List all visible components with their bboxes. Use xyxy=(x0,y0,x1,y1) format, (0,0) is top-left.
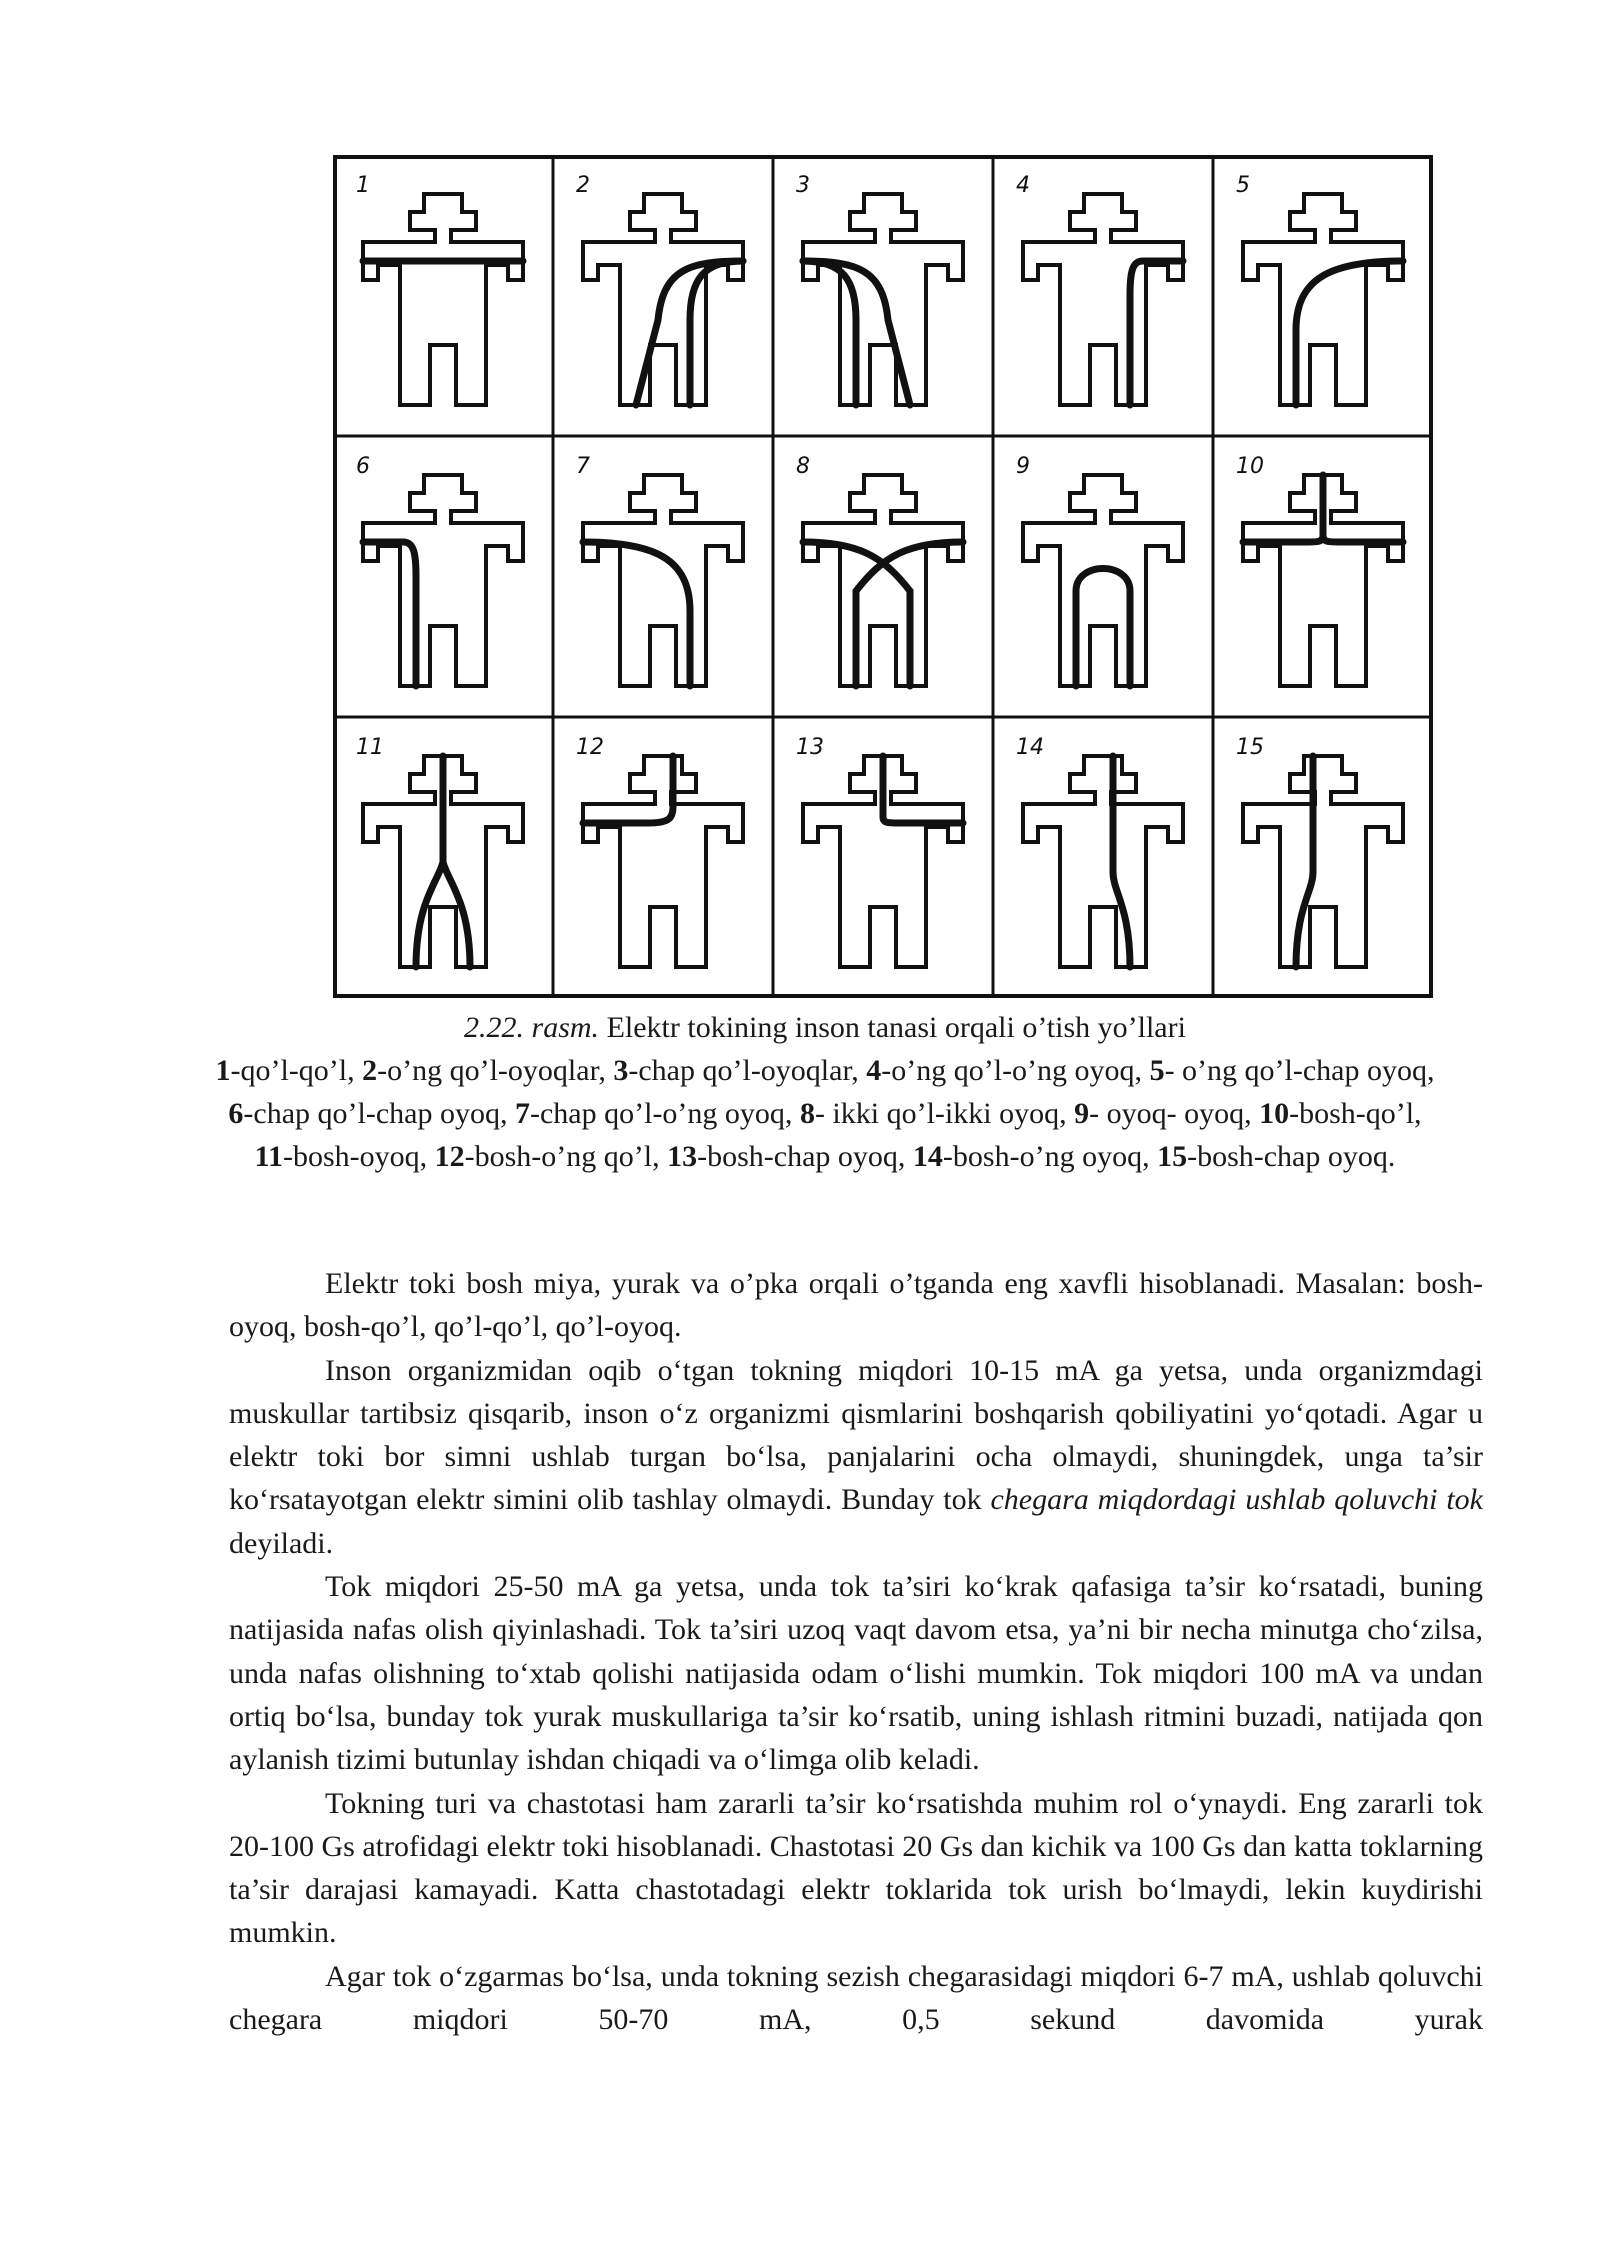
body-panel xyxy=(1016,735,1183,967)
figure-frame xyxy=(335,157,1431,996)
body-outline xyxy=(363,194,523,405)
current-path xyxy=(690,261,743,405)
body-outline xyxy=(583,756,743,967)
caption-item-number: 1 xyxy=(215,1054,231,1087)
caption-item-text: -bosh-chap oyoq. xyxy=(1187,1140,1396,1173)
caption-item-number: 15 xyxy=(1157,1140,1188,1173)
body-outline xyxy=(1023,756,1183,967)
body-panel xyxy=(576,454,743,686)
caption-item-text: -bosh-o’ng qo’l, xyxy=(464,1140,668,1173)
caption-item-number: 2 xyxy=(362,1054,378,1087)
current-path xyxy=(1323,475,1403,542)
caption-item-number: 13 xyxy=(667,1140,698,1173)
caption-fig-ref: 2.22. rasm. xyxy=(464,1011,600,1044)
current-path xyxy=(1130,261,1183,405)
panel-number: 14 xyxy=(1016,735,1044,760)
caption-item-text: -qo’l-qo’l, xyxy=(230,1054,363,1087)
caption-item-number: 3 xyxy=(613,1054,629,1087)
body-outline xyxy=(1023,194,1183,405)
caption-item-number: 10 xyxy=(1259,1097,1290,1130)
caption-item-text: -o’ng qo’l-oyoqlar, xyxy=(377,1054,614,1087)
caption-item-text: -bosh-qo’l, xyxy=(1289,1097,1422,1130)
panel-number: 6 xyxy=(356,454,370,479)
caption-item-number: 5 xyxy=(1149,1054,1165,1087)
body-outline xyxy=(803,475,963,686)
body-outline xyxy=(583,475,743,686)
body-panel xyxy=(356,173,523,405)
current-path xyxy=(803,261,856,405)
panel-number: 9 xyxy=(1016,454,1030,479)
paragraph-3-text: Tok miqdori 25-50 mA ga yetsa, unda tok ta’siri ko‘krak qafasiga ta’sir ko‘rsatadi, buning natijasida nafas olish qiyinlashadi. Tok ta’siri uzoq vaqt davom etsa, ya’ni bir necha minutga cho‘zilsa, unda nafas olishning to‘xtab qolishi natijasida odam o‘lishi mumkin. Tok miqdori 100 mA va undan ortiq bo‘lsa, bunday tok yurak muskullariga ta’sir ko‘rsatib, uning ishlash ritmini buzadi, natijada qon aylanish tizimi butunlay ishdan chiqadi va o‘limga olib keladi. xyxy=(229,1570,1483,1777)
caption-item-number: 8 xyxy=(799,1097,815,1130)
body-panel xyxy=(1016,173,1183,405)
caption-title xyxy=(210,1006,1440,1049)
panel-number: 13 xyxy=(796,735,824,760)
panel-number: 2 xyxy=(576,173,590,198)
current-paths-figure xyxy=(333,155,1433,998)
caption-item-text: -chap qo’l-oyoqlar, xyxy=(628,1054,867,1087)
defined-term: chegara miqdordagi ushlab qoluvchi tok xyxy=(990,1483,1483,1517)
caption-item-text: -bosh-o’ng oyoq, xyxy=(942,1140,1158,1173)
body-panel xyxy=(576,173,743,405)
paragraph-4-text: Tokning turi va chastotasi ham zararli ta’sir ko‘rsatishda muhim rol o‘ynaydi. Eng zararli tok 20-100 Gs atrofidagi elektr toki hisoblanadi. Chastotasi 20 Gs dan kichik va 100 Gs dan katta toklarning ta’sir darajasi kamayadi. Katta chastotadagi elektr toklarida tok urish bo‘lmaydi, lekin kuydirishi mumkin. xyxy=(229,1786,1483,1950)
panel-number: 5 xyxy=(1236,173,1250,198)
body-text xyxy=(229,1262,1483,2041)
paragraph-2 xyxy=(229,1349,1483,1565)
current-path xyxy=(1243,535,1323,542)
body-panel xyxy=(796,454,963,686)
body-outline xyxy=(1243,756,1403,967)
paragraph-2-end: deyiladi. xyxy=(229,1526,334,1560)
caption-item-text: - oyoq- oyoq, xyxy=(1089,1097,1260,1130)
panel-number: 3 xyxy=(796,173,810,198)
caption-item-number: 7 xyxy=(515,1097,530,1130)
caption-item-text: - ikki qo’l-ikki oyoq, xyxy=(814,1097,1075,1130)
panel-number: 1 xyxy=(356,173,370,198)
body-panel xyxy=(356,454,523,686)
caption-item-text: -bosh-oyoq, xyxy=(282,1140,435,1173)
caption-item-text: -o’ng qo’l-o’ng oyoq, xyxy=(881,1054,1150,1087)
panel-number: 11 xyxy=(356,735,384,760)
body-panel xyxy=(576,735,743,967)
body-outline xyxy=(1243,194,1403,405)
body-panel xyxy=(1016,454,1183,686)
panel-number: 8 xyxy=(796,454,810,479)
panel-number: 10 xyxy=(1236,454,1264,479)
caption-item-number: 14 xyxy=(912,1140,943,1173)
panel-number: 7 xyxy=(576,454,590,479)
body-panel xyxy=(1236,454,1403,686)
paragraph-3 xyxy=(229,1565,1483,1781)
body-outline xyxy=(1023,475,1183,686)
body-panel xyxy=(796,735,963,967)
body-outline xyxy=(363,475,523,686)
current-path xyxy=(583,542,690,686)
caption-fig-title: Elektr tokining inson tanasi orqali o’tish yo’llari xyxy=(599,1011,1186,1044)
body-panel xyxy=(796,173,963,405)
paragraph-4 xyxy=(229,1782,1483,1955)
figure-caption xyxy=(210,1006,1440,1178)
caption-item-text: - o’ng qo’l-chap oyoq, xyxy=(1164,1054,1435,1087)
current-path xyxy=(883,756,963,823)
caption-item-text: -bosh-chap oyoq, xyxy=(697,1140,913,1173)
caption-item-text: -chap qo’l-o’ng oyoq, xyxy=(530,1097,800,1130)
caption-item-number: 11 xyxy=(254,1140,283,1173)
body-panel xyxy=(1236,173,1403,405)
caption-item-number: 12 xyxy=(434,1140,465,1173)
body-panel xyxy=(356,735,523,967)
caption-item-text: -chap qo’l-chap oyoq, xyxy=(243,1097,515,1130)
paragraph-2-text: Inson organizmidan oqib o‘tgan tokning miqdori 10-15 mA ga yetsa, unda organizmdagi muskullar tartibsiz qisqarib, inson o‘z organizmi qismlarini boshqarish qobiliyatini yo‘qotadi. Agar u elektr toki bor simni ushlab turgan bo‘lsa, panjalarini ocha olmaydi, shuningdek, unga ta’sir ko‘rsatayotgan elektr simini olib tashlay olmaydi. Bunday tok xyxy=(229,1353,1483,1517)
paragraph-1 xyxy=(229,1262,1483,1349)
paragraph-1-text: Elektr toki bosh miya, yurak va o’pka orqali o’tganda eng xavfli hisoblanadi. Masalan: bosh-oyoq, bosh-qo’l, qo’l-qo’l, qo’l-oyoq. xyxy=(229,1267,1483,1344)
caption-item-number: 9 xyxy=(1074,1097,1090,1130)
current-path xyxy=(363,542,416,686)
panel-number: 12 xyxy=(576,735,604,760)
caption-item-number: 6 xyxy=(228,1097,244,1130)
paragraph-5 xyxy=(229,1955,1483,2042)
panel-number: 4 xyxy=(1016,173,1030,198)
paragraph-5-text: Agar tok o‘zgarmas bo‘lsa, unda tokning sezish chegarasidagi miqdori 6-7 mA, ushlab qoluvchi chegara miqdori 50-70 mA, 0,5 sekund davomida yurak xyxy=(229,1959,1483,2037)
body-panel xyxy=(1236,735,1403,967)
caption-item-number: 4 xyxy=(866,1054,882,1087)
caption-legend xyxy=(215,1054,1434,1173)
panel-number: 15 xyxy=(1236,735,1264,760)
current-path xyxy=(1296,261,1403,405)
